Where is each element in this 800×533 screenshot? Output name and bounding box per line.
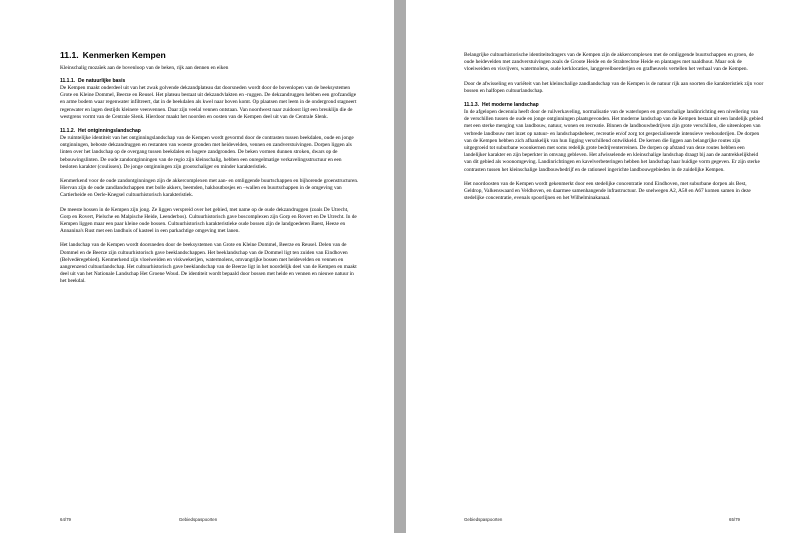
paragraph: In de afgelopen decennia heeft door de ruilverkaveling, normalisatie van de waterlopen en grootschalige landinrichting een nivellering van de verschillen tussen de oude en jonge ontginningen plaatsgevonden. Het moderne landschap van de Kempen bestaat uit een landelijk gebied met een sterke menging van landbouw, natuur, wonen en recreatie. Binnen de landbouwbedrijven zijn grote verschillen, die uiteenlopen van verbrede landbouw met inzet op natuur- en landschapsbeheer, recreatie en/of zorg tot gespecialiseerde intensieve veehouderijen. De dorpen van de Kempen hebben zich afhankelijk van hun ligging verschillend ontwikkeld. De kernen die liggen aan belangrijke routes zijn uitgegroeid tot suburbane woonkernen met soms redelijk grote bedrijventerreinen. De dorpen op afstand van deze routes hebben een landelijker karakter en zijn beperkter in omvang gebleven. Het afwisselende en kleinschalige landschap draagt bij aan de aantrekkelijkheid van dit gebied als woonomgeving. Landinrichtingen en kavelverbeteringen hebben het landschap haar huidige vorm gegeven. Er zijn sterke contrasten tussen het kleinschalige landbouwbedrijf en de rationeel ingerichte landbouwgebieden in de zuidelijke Kempen.: [464, 109, 764, 173]
section-title: Kenmerken Kempen: [82, 50, 166, 60]
subsection-heading-ontginningslandschap: [60, 128, 360, 135]
footer-title: Gebiedspaspoorten: [178, 517, 218, 522]
subsection-number: 11.1.2.: [60, 128, 76, 135]
subsection-title: Het moderne landschap: [482, 102, 539, 109]
paragraph: De ruimtelijke identiteit van het ontginningslandschap van de Kempen wordt gevormd door de contrasten tussen beekdalen, oude en jonge ontginningen, beboste dekzandruggen en restanten van woeste gronden met heidevelden, vennen en zandverstuivingen. Dorpen liggen als linten over het landschap op de overgang tussen beekdalen en hogere zandgronden. De beken vormen dunnen stroken, dwars op de bebouwingslinten. De oude zandontginningen van de regio zijn kleinschalig, hebben een onregelmatige verkavelingsstructuur en een besloten karakter (coulissen). De jonge ontginningen zijn grootschaliger en minder karakteristiek.: [60, 135, 354, 170]
paragraph: Belangrijke cultuurhistorische identiteitsdragers van de Kempen zijn de akkercomplexen met de omliggende buurtschappen en groen, de oude heidevelden met zandverstuivingen zoals de Groote Heide en de Strabrechtse Heide en plantages met naaldhout. Maar ook de vloeiweiden en visvijvers, watermolens, oude kerklocaties, langgevelboerderijen en grafheuvels vertellen het verhaal van de Kempen.: [464, 52, 754, 73]
paragraph: De Kempen maakt onderdeel uit van het zwak golvende dekzandplateau dat doorsneden wordt door de bovenlopen van de beeksystemen Grote en Kleine Dommel, Beerze en Reusel. Het plateau bestaat uit dekzandvlakten en -ruggen. De dekzandruggen hebben een grofzandige en arme bodem waar regenwater infiltreert, dat in de beekdalen als kwel naar boven komt. Op plaatsen met leem in de ondergrond stagneert regenwater en lagen destijds kleinere veenvennen. Daar zijn veelal vennen ontstaan. Van noordwest naar zuidoost ligt een breuklijn die de westgrens vormt van de Centrale Slenk. Hierdoor maakt het noorden en oosten van de Kempen deel uit van de Centrale Slenk.: [60, 85, 357, 120]
right-page: [406, 0, 800, 533]
section-intro: Kleinschalig mozaïek aan de bovenloop van de beken, rijk aan dennen en eiken: [60, 65, 229, 71]
page-number: 64/79: [60, 517, 71, 522]
right-page-content: [464, 52, 764, 209]
subsection-title: Het ontginningslandschap: [78, 128, 141, 135]
footer-title: Gebiedspaspoorten: [464, 517, 503, 522]
subsection-heading-moderne-landschap: [464, 102, 764, 109]
left-page-content: [60, 50, 360, 293]
paragraph: Het landschap van de Kempen wordt doorsneden door de beeksystemen van Grote en Kleine Dommel, Beerze en Reusel. Delen van de Dommel en de Beerze zijn cultuurhistorisch gave beeklandschappen. Het beeklandschap van de Dommel ligt ten zuiden van Eindhoven (Belvedèregebied). Kenmerkend zijn vloeiweiden en viskwekerijen, watermolens, omvangrijke bossen met heidevelden en vennen en aangrenzend cultuurlandschap. Het cultuurhistorisch gave beeklandschap van de Beerze ligt in het noordelijk deel van de Kempen en maakt deel uit van het Nationale Landschap Het Groene Woud. De identiteit wordt bepaald door bossen met heide en vennen en nieuwe natuur in het beekdal.: [60, 242, 357, 285]
left-page: [0, 0, 394, 533]
paragraph: Kenmerkend voor de oude zandontginningen zijn de akkercomplexen met aan- en omliggende buurtschappen en bijhorende groenstructuren. Hiervan zijn de oude zandlandschappen met bolle akkers, beemden, hakhoutbosjes en –wallen en buurtschappen in de omgeving van Cartierheide en Oerle-Knegsel cultuurhistorisch karakteristiek.: [60, 178, 359, 199]
subsection-heading-natuurlijke-basis: [60, 78, 360, 85]
paragraph: Door de afwisseling en variëteit van het kleinschalige zandlandschap van de Kempen is de natuur rijk aan soorten die karakteristiek zijn voor bossen en halfopen cultuurlandschap.: [464, 80, 764, 94]
subsection-number: 11.1.1.: [60, 78, 76, 84]
section-number: 11.1.: [60, 50, 79, 60]
subsection-title: De natuurlijke basis: [78, 78, 126, 84]
subsection-number: 11.1.3.: [464, 102, 480, 109]
page-number: 65/79: [729, 517, 740, 522]
section-heading: [60, 50, 360, 61]
paragraph: Het noordoosten van de Kempen wordt gekenmerkt door een stedelijke concentratie rond Eindhoven, met suburbane dorpen als Best, Geldrop, Valkenswaard en Veldhoven, en daarmee samenhangende infrastructuur. De snelwegen A2, A58 en A67 komen samen in deze stedelijke concentratie, evenals spoorlijnen en het Wilhelminakanaal.: [464, 180, 751, 202]
paragraph: De meeste bossen in de Kempen zijn jong. Ze liggen verspreid over het gebied, met name op de oude dekzandruggen (zoals De Utrecht, Gorp en Rovert, Pielsche en Malpische Heide, Leenderbos). Cultuurhistorisch gave boscomplexen zijn Gorp en Rovert en De Utrecht. In de Kempen liggen maar een paar kleine oude bossen. Cultuurhistorisch karakteristieke oude bossen zijn de landgoederen Baest, Heeze en Annanina's Rust met een landhuis of kasteel in een parkachtige omgeving met lanen.: [60, 206, 357, 235]
